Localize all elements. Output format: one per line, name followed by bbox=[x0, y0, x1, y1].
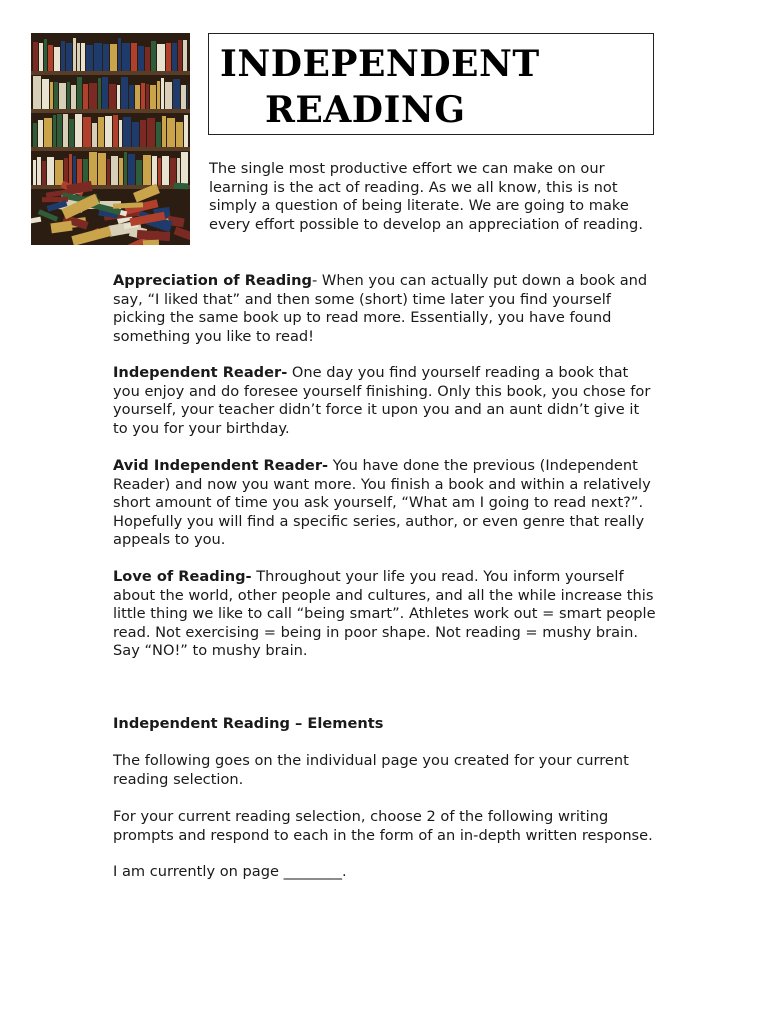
intro-paragraph: The single most productive effort we can make on our learning is the act of reading. As we all know, this is not simply a question of being literate. We are going to make every effort possible to develop an appreciation of reading. bbox=[209, 160, 643, 233]
definition-term: Independent Reader- bbox=[113, 364, 288, 381]
definition-term: Love of Reading- bbox=[113, 568, 252, 585]
elements-heading bbox=[113, 715, 658, 734]
definition-term: Appreciation of Reading bbox=[113, 272, 312, 289]
elements-paragraph-2: For your current reading selection, choose 2 of the following writing prompts and respond to each in the form of an in-depth written response. bbox=[113, 808, 653, 844]
definition-avid-reader bbox=[113, 457, 658, 550]
definition-text: - When you can actually put down a book and say, “I liked that” and then some (short) time later you find yourself picking the same book up to read more. Essentially, you have found something you like to read! bbox=[113, 272, 648, 345]
current-page-line: I am currently on page ________. bbox=[113, 863, 347, 880]
title-box bbox=[208, 33, 654, 135]
definition-text: One day you find yourself reading a book that you enjoy and do foresee yourself finishing. Only this book, you chose for yourself, your teacher didn’t force it upon you and an aunt didn’t give it to you for your birthday. bbox=[113, 364, 651, 437]
elements-heading-text: Independent Reading – Elements bbox=[113, 715, 384, 732]
page-title-line-1: INDEPENDENT bbox=[220, 43, 540, 85]
bookshelf-photo bbox=[31, 33, 190, 245]
definition-independent-reader bbox=[113, 364, 658, 438]
elements-paragraph-1: The following goes on the individual page you created for your current reading selection. bbox=[113, 752, 629, 788]
definition-term: Avid Independent Reader- bbox=[113, 457, 329, 474]
definition-love-of-reading bbox=[113, 568, 658, 661]
definition-text: You have done the previous (Independent Reader) and now you want more. You finish a book and within a relatively short amount of time you ask yourself, “What am I going to read next?”. Hopefully you will find a specific series, author, or even genre that really appeals to you. bbox=[113, 457, 651, 548]
definition-appreciation bbox=[113, 272, 658, 346]
definition-text: Throughout your life you read. You inform yourself about the world, other people and cultures, and all the while increase this little thing we like to call “being smart”. Athletes work out = smart people read. Not exercising = being in poor shape. Not reading = mushy brain. Say “NO!” to mushy brain. bbox=[113, 568, 656, 659]
page-title-line-2: READING bbox=[265, 89, 466, 131]
